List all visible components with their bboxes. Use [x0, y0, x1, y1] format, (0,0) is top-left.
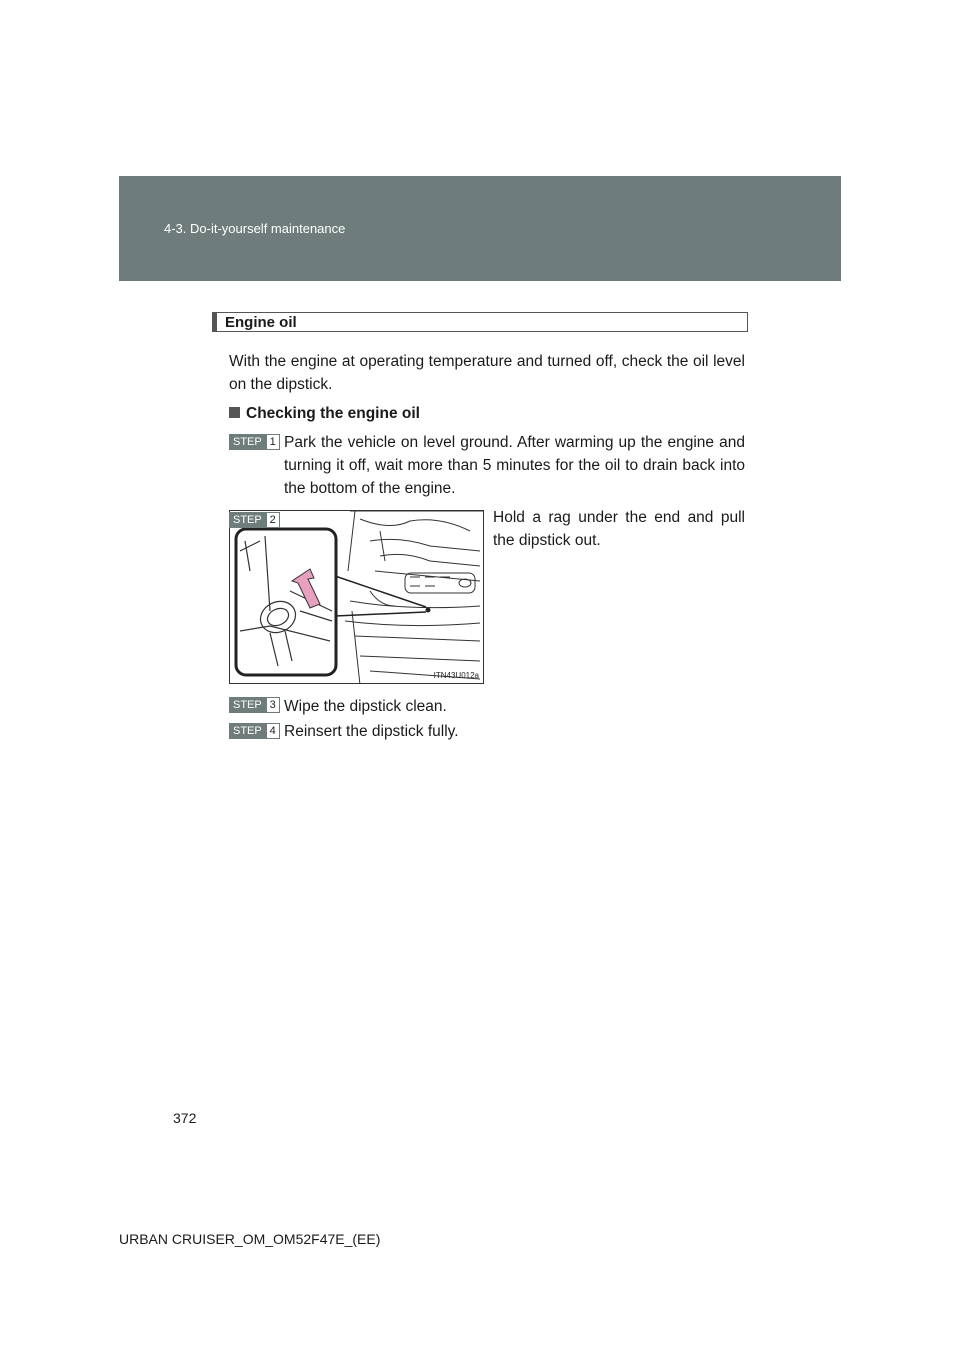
step-3-badge	[229, 697, 280, 713]
footer-document-code: URBAN CRUISER_OM_OM52F47E_(EE)	[119, 1231, 381, 1247]
section-title-bar	[212, 312, 748, 332]
step-4-badge	[229, 723, 280, 739]
step-1-number: 1	[266, 434, 280, 450]
engine-bay-drawing	[230, 511, 484, 684]
step-1-badge	[229, 434, 280, 450]
step-3-number: 3	[266, 697, 280, 713]
step-2-badge	[229, 512, 280, 528]
step-2-number: 2	[266, 512, 280, 528]
figure-code: ITN43U012a	[433, 671, 479, 680]
step-1-label: STEP	[229, 434, 266, 450]
step-2-text: Hold a rag under the end and pull the dipstick out.	[493, 509, 745, 549]
subheading-text: Checking the engine oil	[246, 405, 420, 422]
step-4-text: Reinsert the dipstick fully.	[284, 723, 459, 740]
square-bullet-icon	[229, 407, 240, 418]
step-1-text: Park the vehicle on level ground. After warming up the engine and turning it off, wait more than 5 minutes for the oil to drain back into the bottom of the engine.	[284, 434, 745, 497]
step-3-text: Wipe the dipstick clean.	[284, 698, 447, 715]
engine-dipstick-illustration	[229, 510, 484, 684]
section-title: Engine oil	[225, 314, 297, 331]
step-3-label: STEP	[229, 697, 266, 713]
step-4-number: 4	[266, 723, 280, 739]
page-number: 372	[173, 1110, 197, 1126]
step-2-label: STEP	[229, 512, 266, 528]
intro-paragraph: With the engine at operating temperature and turned off, check the oil level on the dipstick.	[229, 353, 745, 393]
subheading	[229, 405, 420, 423]
step-4-label: STEP	[229, 723, 266, 739]
header-section-title: 4-3. Do-it-yourself maintenance	[164, 221, 346, 236]
